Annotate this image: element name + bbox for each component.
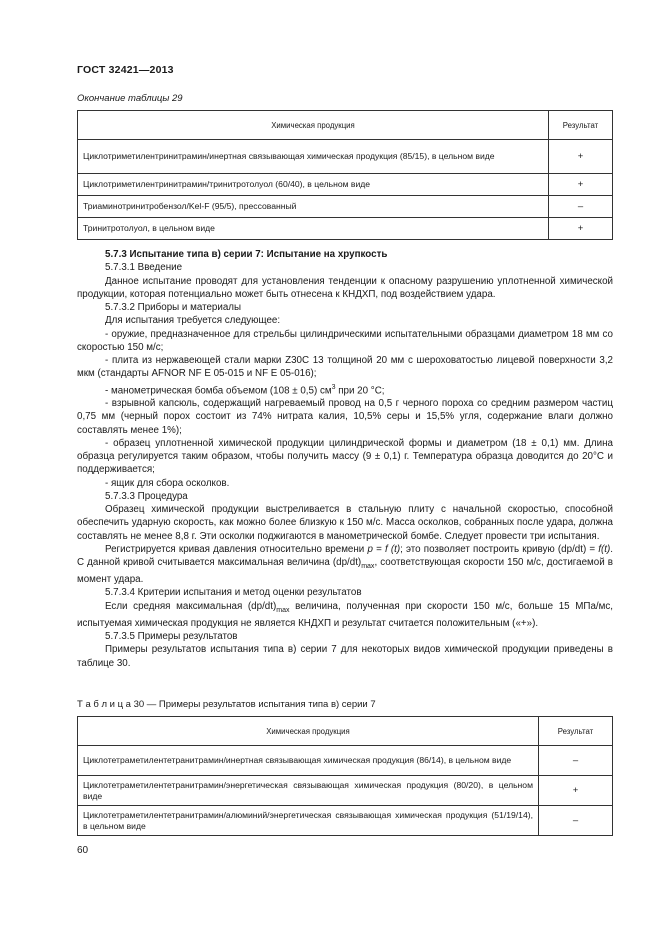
- paragraph: Данное испытание проводят для установления тенденции к опасному разрушению уплотненной химической продукции, которая потенциально может быть отнесена к КНДХП, под воздействием удара.: [77, 275, 613, 300]
- text-fragment: - манометрическая бомба объемом (108 ± 0,5) см: [105, 384, 332, 396]
- table-30: [77, 716, 613, 836]
- table-row: [78, 806, 613, 836]
- subsection-heading: 5.7.3.1 Введение: [105, 262, 183, 274]
- column-header-product: Химическая продукция: [78, 111, 549, 140]
- paragraph: Для испытания требуется следующее:: [105, 315, 281, 327]
- table-row: [78, 218, 613, 240]
- table-header-row: [78, 717, 613, 746]
- product-cell: Циклотетраметилентетранитрамин/инертная связывающая химическая продукция (86/14), в цельном виде: [78, 746, 539, 776]
- subsection-heading: 5.7.3.4 Критерии испытания и метод оценки результатов: [105, 587, 362, 599]
- product-cell: Циклотетраметилентетранитрамин/алюминий/энергетическая связывающая химическая продукция (51/19/14), в цельном виде: [78, 806, 539, 836]
- result-cell: +: [549, 174, 613, 196]
- table-row: [78, 196, 613, 218]
- table30-caption: Т а б л и ц а 30 — Примеры результатов испытания типа в) серии 7: [77, 699, 376, 710]
- table-header-row: [78, 111, 613, 140]
- standard-header: ГОСТ 32421—2013: [77, 64, 174, 76]
- result-cell: –: [549, 196, 613, 218]
- product-cell: Циклотетраметилентетранитрамин/энергетическая связывающая химическая продукция (80/20), в цельном виде: [78, 776, 539, 806]
- page-number: 60: [77, 845, 89, 856]
- text-fragment: при 20 °С;: [335, 384, 385, 396]
- text-fragment: Если средняя максимальная (dp/dt): [105, 600, 277, 612]
- subscript: max: [361, 562, 375, 570]
- product-cell: Триаминотринитробензол/Kel-F (95/5), прессованный: [78, 196, 549, 218]
- result-cell: –: [539, 746, 613, 776]
- section-5-7-3-text: [77, 248, 613, 670]
- product-cell: Циклотриметилентринитрамин/инертная связывающая химическая продукция (85/15), в цельном виде: [78, 140, 549, 174]
- paragraph: [77, 543, 613, 587]
- superscript: 3: [331, 383, 336, 391]
- column-header-result: Результат: [549, 111, 613, 140]
- column-header-product: Химическая продукция: [78, 717, 539, 746]
- list-item: [77, 381, 613, 398]
- column-header-result: Результат: [539, 717, 613, 746]
- result-cell: +: [539, 776, 613, 806]
- list-item: - ящик для сбора осколков.: [105, 477, 230, 489]
- list-item: - плита из нержавеющей стали марки Z30C 13 толщиной 20 мм с шероховатостью лицевой поверхности 3,2 мкм (стандарты AFNOR NF E 05-015 и NF E 05-016);: [77, 355, 613, 380]
- list-item: - оружие, предназначенное для стрельбы цилиндрическими испытательными образцами диаметром 18 мм со скоростью 150 м/с;: [77, 328, 613, 353]
- table29-continuation-caption: Окончание таблицы 29: [77, 93, 183, 104]
- text-fragment: ; это позволяет построить кривую (dp/dt) =: [400, 543, 599, 555]
- formula: p = f (t): [367, 543, 401, 555]
- text-fragment: величина, полученная при скорости 150 м/с, больше 15 МПа/мс, испытуемая химическая продукция не является КНДХП и результат считается положительным («+»).: [77, 600, 613, 629]
- text-fragment: , соответствующая скорости 150 м/с, достигаемой в момент удара.: [77, 557, 614, 586]
- paragraph: [77, 600, 613, 630]
- table-29-end: [77, 110, 613, 240]
- result-cell: –: [539, 806, 613, 836]
- result-cell: +: [549, 218, 613, 240]
- subsection-heading: 5.7.3.5 Примеры результатов: [105, 631, 238, 643]
- subsection-heading: 5.7.3.2 Приборы и материалы: [105, 302, 242, 313]
- table-row: [78, 746, 613, 776]
- text-fragment: Регистрируется кривая давления относительно времени: [105, 543, 368, 555]
- product-cell: Тринитротолуол, в цельном виде: [78, 218, 549, 240]
- paragraph: Примеры результатов испытания типа в) серии 7 для некоторых видов химической продукции приведены в таблице 30.: [77, 644, 613, 669]
- subscript: max: [276, 606, 290, 614]
- paragraph: Образец химической продукции выстреливается в стальную плиту с начальной скоростью, способной обеспечить ударную скорость, как можно более близкую к 150 м/с. Масса осколков, собранных после удара, должна составлять не менее 8,8 г. Эти осколки поджигаются в манометрической бомбе. Следует провести три испытания.: [77, 504, 613, 542]
- result-cell: +: [549, 140, 613, 174]
- formula: f(t): [598, 543, 611, 555]
- table-row: [78, 174, 613, 196]
- list-item: - образец уплотненной химической продукции цилиндрической формы и диаметром (18 ± 0,1) мм. Длина образца регулируется таким образом, чтобы получить массу (9 ± 0,1) г. Температура образца доводится до 20°С и поддерживается;: [77, 437, 613, 476]
- table-row: [78, 140, 613, 174]
- subsection-heading: 5.7.3.3 Процедура: [105, 490, 188, 502]
- product-cell: Циклотриметилентринитрамин/тринитротолуол (60/40), в цельном виде: [78, 174, 549, 196]
- section-heading: 5.7.3 Испытание типа в) серии 7: Испытание на хрупкость: [105, 249, 388, 260]
- table-row: [78, 776, 613, 806]
- list-item: - взрывной капсюль, содержащий нагреваемый провод на 0,5 г черного пороха со средним размером частиц 0,75 мм (черный порох состоит из 74% нитрата калия, 10,5% серы и 15,5% угля, содержание влаги должно составлять менее 1%);: [77, 398, 613, 436]
- text-fragment: . С данной кривой считывается максимальная величина (dp/dt): [77, 543, 613, 569]
